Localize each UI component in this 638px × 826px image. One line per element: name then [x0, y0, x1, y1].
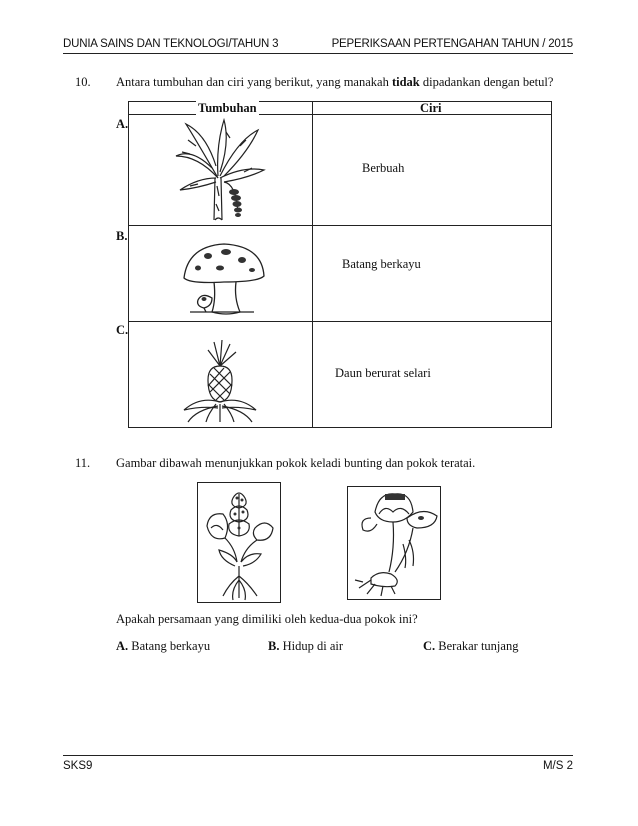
q11-option-c[interactable]: C. Berakar tunjang	[423, 639, 519, 653]
trait-a: Berbuah	[362, 161, 405, 175]
trait-c: Daun berurat selari	[335, 366, 431, 380]
q11-option-a[interactable]: A. Batang berkayu	[116, 639, 211, 653]
footer-divider	[63, 755, 573, 756]
page-number: M/S 2	[542, 760, 573, 772]
table-header-divider	[128, 114, 552, 115]
q10-number: 10.	[75, 75, 91, 89]
option-c-letter[interactable]: C.	[116, 323, 129, 337]
header-left: DUNIA SAINS DAN TEKNOLOGI/TAHUN 3	[63, 38, 279, 50]
q11-text: Gambar dibawah menunjukkan pokok keladi bunting dan pokok teratai.	[116, 456, 476, 470]
water-hyacinth-icon	[199, 484, 279, 601]
table-header-plant: Tumbuhan	[198, 101, 257, 115]
footer-left: SKS9	[63, 760, 93, 772]
header-right: PEPERIKSAAN PERTENGAHAN TAHUN / 2015	[331, 38, 573, 50]
q11-option-b[interactable]: B. Hidup di air	[268, 639, 344, 653]
mushroom-icon	[178, 238, 268, 318]
option-b-letter[interactable]: B.	[116, 229, 128, 243]
trait-b: Batang berkayu	[342, 257, 421, 271]
q11-question: Apakah persamaan yang dimiliki oleh kedua-dua pokok ini?	[116, 612, 418, 626]
pineapple-icon	[180, 340, 260, 424]
lotus-icon	[349, 488, 439, 598]
header-divider	[63, 53, 573, 54]
table-row-divider	[128, 225, 552, 226]
q11-number: 11.	[75, 456, 91, 470]
table-column-divider	[312, 101, 313, 428]
table-row-divider	[128, 321, 552, 322]
table-header-trait: Ciri	[420, 101, 442, 115]
banana-tree-icon	[168, 116, 268, 224]
q10-text: Antara tumbuhan dan ciri yang berikut, yang manakah tidak dipadankan dengan betul?	[116, 75, 554, 89]
option-a-letter[interactable]: A.	[116, 117, 129, 131]
